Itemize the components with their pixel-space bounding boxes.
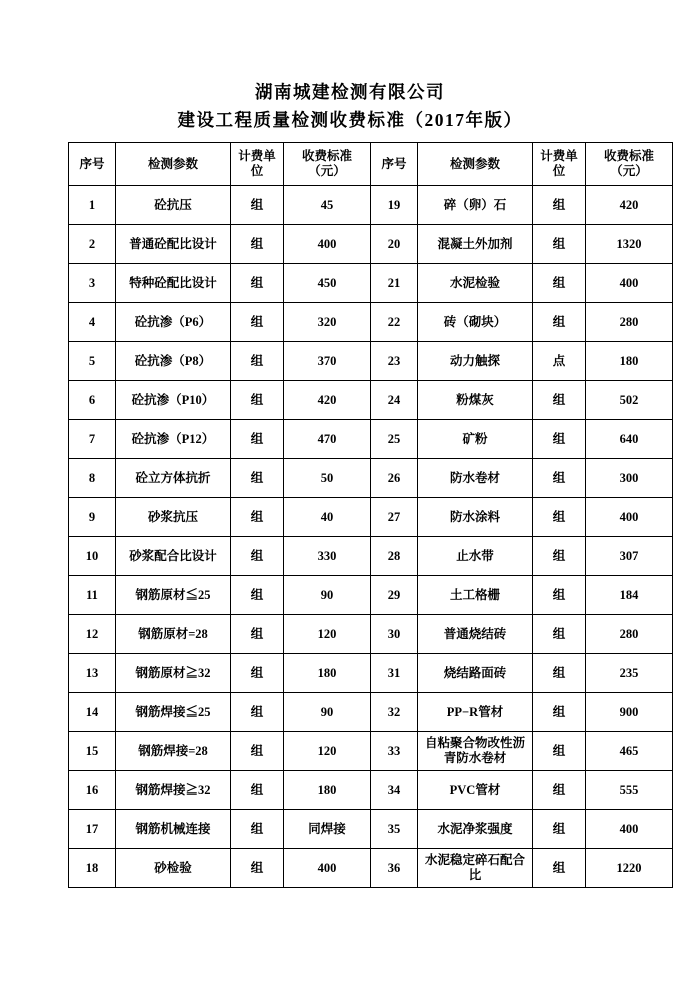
- cell-unit-left: 组: [231, 771, 284, 810]
- table-row: [69, 303, 673, 342]
- cell-no-left: 18: [69, 849, 116, 888]
- cell-fee-right: 180: [586, 342, 673, 381]
- header-unit-right: [533, 143, 586, 186]
- cell-unit-left: 组: [231, 342, 284, 381]
- cell-fee-left: 320: [284, 303, 371, 342]
- cell-param-right: 混凝土外加剂: [418, 225, 533, 264]
- cell-unit-right: 组: [533, 381, 586, 420]
- cell-unit-right: 点: [533, 342, 586, 381]
- cell-unit-left: 组: [231, 264, 284, 303]
- cell-param-right: 碎（卵）石: [418, 186, 533, 225]
- cell-unit-right: 组: [533, 186, 586, 225]
- cell-fee-left: 330: [284, 537, 371, 576]
- header-fee-left: [284, 143, 371, 186]
- cell-fee-left: 45: [284, 186, 371, 225]
- table-row: [69, 225, 673, 264]
- cell-unit-right: 组: [533, 303, 586, 342]
- cell-fee-left: 120: [284, 732, 371, 771]
- cell-param-left: 砼抗渗（P8）: [116, 342, 231, 381]
- cell-no-right: 30: [371, 615, 418, 654]
- cell-no-right: 27: [371, 498, 418, 537]
- cell-param-left: 砼抗渗（P10）: [116, 381, 231, 420]
- table-header-row: [69, 143, 673, 186]
- table-row: [69, 381, 673, 420]
- cell-no-right: 33: [371, 732, 418, 771]
- header-unit-left: [231, 143, 284, 186]
- table-row: [69, 498, 673, 537]
- cell-param-right: PVC管材: [418, 771, 533, 810]
- cell-no-right: 32: [371, 693, 418, 732]
- cell-unit-right: 组: [533, 732, 586, 771]
- cell-fee-right: 400: [586, 498, 673, 537]
- cell-fee-left: 90: [284, 576, 371, 615]
- table-row: [69, 264, 673, 303]
- cell-unit-left: 组: [231, 420, 284, 459]
- cell-fee-left: 50: [284, 459, 371, 498]
- cell-param-left: 砂浆配合比设计: [116, 537, 231, 576]
- cell-unit-left: 组: [231, 654, 284, 693]
- cell-no-left: 14: [69, 693, 116, 732]
- cell-fee-left: 370: [284, 342, 371, 381]
- cell-param-left: 钢筋焊接=28: [116, 732, 231, 771]
- cell-unit-left: 组: [231, 693, 284, 732]
- standard-title: 建设工程质量检测收费标准（2017年版）: [177, 110, 523, 130]
- table-row: [69, 615, 673, 654]
- cell-param-left: 钢筋机械连接: [116, 810, 231, 849]
- cell-unit-left: 组: [231, 381, 284, 420]
- header-no-right: 序号: [371, 143, 418, 186]
- cell-param-left: 特种砼配比设计: [116, 264, 231, 303]
- cell-no-left: 13: [69, 654, 116, 693]
- cell-param-right: [418, 849, 533, 888]
- cell-unit-right: 组: [533, 810, 586, 849]
- cell-fee-left: 180: [284, 654, 371, 693]
- cell-no-left: 12: [69, 615, 116, 654]
- table-body: [69, 186, 673, 888]
- cell-param-left: 钢筋焊接≧32: [116, 771, 231, 810]
- fee-table-wrapper: [68, 142, 654, 888]
- cell-param-right-line: 比: [468, 868, 482, 882]
- cell-unit-right: 组: [533, 225, 586, 264]
- header-fee-right-line1: 收费标准: [603, 149, 654, 163]
- cell-fee-right: 502: [586, 381, 673, 420]
- cell-param-right-line: 自粘聚合物改性沥: [424, 736, 525, 750]
- cell-unit-left: 组: [231, 810, 284, 849]
- cell-no-right: 25: [371, 420, 418, 459]
- cell-fee-right: 280: [586, 303, 673, 342]
- cell-no-right: 23: [371, 342, 418, 381]
- table-row: [69, 771, 673, 810]
- cell-no-left: 1: [69, 186, 116, 225]
- cell-param-right: 止水带: [418, 537, 533, 576]
- cell-unit-right: 组: [533, 420, 586, 459]
- cell-no-right: 22: [371, 303, 418, 342]
- header-unit-left-line2: 位: [250, 164, 264, 178]
- cell-param-right: 普通烧结砖: [418, 615, 533, 654]
- cell-no-right: 20: [371, 225, 418, 264]
- cell-no-right: 29: [371, 576, 418, 615]
- cell-no-right: 28: [371, 537, 418, 576]
- cell-unit-right: 组: [533, 264, 586, 303]
- cell-no-right: 31: [371, 654, 418, 693]
- header-param-right: 检测参数: [418, 143, 533, 186]
- cell-fee-left: 180: [284, 771, 371, 810]
- fee-standard-table: [68, 142, 673, 888]
- cell-fee-left: 120: [284, 615, 371, 654]
- cell-param-left: 砼抗渗（P6）: [116, 303, 231, 342]
- cell-unit-left: 组: [231, 303, 284, 342]
- cell-no-left: 5: [69, 342, 116, 381]
- table-row: [69, 420, 673, 459]
- cell-no-left: 8: [69, 459, 116, 498]
- cell-unit-right: 组: [533, 693, 586, 732]
- cell-fee-right: 555: [586, 771, 673, 810]
- cell-no-left: 7: [69, 420, 116, 459]
- cell-fee-left: 420: [284, 381, 371, 420]
- cell-no-left: 11: [69, 576, 116, 615]
- cell-fee-right: 1220: [586, 849, 673, 888]
- cell-param-right: 水泥净浆强度: [418, 810, 533, 849]
- cell-fee-right: 300: [586, 459, 673, 498]
- cell-no-left: 10: [69, 537, 116, 576]
- cell-unit-left: 组: [231, 186, 284, 225]
- cell-param-right-line: 水泥稳定碎石配合: [424, 853, 525, 867]
- cell-unit-right: 组: [533, 654, 586, 693]
- cell-fee-right: 280: [586, 615, 673, 654]
- cell-unit-left: 组: [231, 615, 284, 654]
- cell-param-right: 矿粉: [418, 420, 533, 459]
- cell-unit-right: 组: [533, 615, 586, 654]
- cell-unit-left: 组: [231, 225, 284, 264]
- cell-fee-left: 90: [284, 693, 371, 732]
- cell-param-left: 钢筋原材≧32: [116, 654, 231, 693]
- table-header: [69, 143, 673, 186]
- cell-unit-right: 组: [533, 576, 586, 615]
- table-row: [69, 537, 673, 576]
- cell-unit-right: 组: [533, 771, 586, 810]
- cell-no-left: 4: [69, 303, 116, 342]
- cell-param-right: 粉煤灰: [418, 381, 533, 420]
- cell-no-left: 9: [69, 498, 116, 537]
- document-title-block: [0, 0, 700, 134]
- cell-param-right: 水泥检验: [418, 264, 533, 303]
- cell-no-right: 24: [371, 381, 418, 420]
- header-fee-right-line2: （元）: [610, 164, 648, 178]
- header-no-left: 序号: [69, 143, 116, 186]
- cell-param-right: PP−R管材: [418, 693, 533, 732]
- cell-param-right: [418, 732, 533, 771]
- cell-param-right-line: 青防水卷材: [443, 751, 507, 765]
- cell-no-left: 17: [69, 810, 116, 849]
- cell-unit-left: 组: [231, 537, 284, 576]
- cell-unit-right: 组: [533, 459, 586, 498]
- company-title: 湖南城建检测有限公司: [255, 82, 445, 102]
- table-row: [69, 732, 673, 771]
- cell-no-left: 16: [69, 771, 116, 810]
- cell-fee-right: 420: [586, 186, 673, 225]
- cell-param-right: 动力触探: [418, 342, 533, 381]
- cell-fee-right: 184: [586, 576, 673, 615]
- cell-fee-left: 400: [284, 225, 371, 264]
- header-unit-right-line2: 位: [552, 164, 566, 178]
- cell-no-right: 19: [371, 186, 418, 225]
- table-row: [69, 186, 673, 225]
- cell-param-right: 防水卷材: [418, 459, 533, 498]
- cell-unit-left: 组: [231, 498, 284, 537]
- cell-fee-right: 400: [586, 264, 673, 303]
- cell-no-right: 36: [371, 849, 418, 888]
- cell-param-right: 烧结路面砖: [418, 654, 533, 693]
- header-unit-right-line1: 计费单: [540, 149, 578, 163]
- cell-fee-right: 1320: [586, 225, 673, 264]
- header-fee-left-line1: 收费标准: [301, 149, 352, 163]
- cell-param-left: 普通砼配比设计: [116, 225, 231, 264]
- cell-fee-left: 450: [284, 264, 371, 303]
- cell-unit-left: 组: [231, 576, 284, 615]
- header-fee-right: [586, 143, 673, 186]
- cell-unit-right: 组: [533, 537, 586, 576]
- header-param-left: 检测参数: [116, 143, 231, 186]
- cell-fee-right: 465: [586, 732, 673, 771]
- table-row: [69, 342, 673, 381]
- cell-unit-left: 组: [231, 459, 284, 498]
- cell-no-right: 34: [371, 771, 418, 810]
- header-fee-left-line2: （元）: [308, 164, 346, 178]
- table-row: [69, 459, 673, 498]
- cell-fee-left: 同焊接: [284, 810, 371, 849]
- header-unit-left-line1: 计费单: [238, 149, 276, 163]
- cell-param-left: 钢筋原材=28: [116, 615, 231, 654]
- table-row: [69, 576, 673, 615]
- cell-no-left: 15: [69, 732, 116, 771]
- cell-no-right: 35: [371, 810, 418, 849]
- table-row: [69, 849, 673, 888]
- table-row: [69, 810, 673, 849]
- cell-no-right: 26: [371, 459, 418, 498]
- cell-param-right: 防水涂料: [418, 498, 533, 537]
- cell-fee-right: 640: [586, 420, 673, 459]
- cell-fee-left: 400: [284, 849, 371, 888]
- cell-fee-right: 900: [586, 693, 673, 732]
- cell-param-left: 钢筋焊接≦25: [116, 693, 231, 732]
- cell-unit-right: 组: [533, 498, 586, 537]
- cell-param-right: 土工格栅: [418, 576, 533, 615]
- cell-param-left: 砼立方体抗折: [116, 459, 231, 498]
- cell-fee-right: 400: [586, 810, 673, 849]
- cell-no-left: 2: [69, 225, 116, 264]
- cell-param-left: 钢筋原材≦25: [116, 576, 231, 615]
- cell-param-left: 砂浆抗压: [116, 498, 231, 537]
- cell-unit-left: 组: [231, 732, 284, 771]
- cell-no-left: 6: [69, 381, 116, 420]
- cell-fee-left: 40: [284, 498, 371, 537]
- cell-no-left: 3: [69, 264, 116, 303]
- cell-no-right: 21: [371, 264, 418, 303]
- cell-param-left: 砼抗压: [116, 186, 231, 225]
- cell-unit-right: 组: [533, 849, 586, 888]
- cell-fee-right: 235: [586, 654, 673, 693]
- table-row: [69, 654, 673, 693]
- cell-fee-left: 470: [284, 420, 371, 459]
- cell-param-left: 砼抗渗（P12）: [116, 420, 231, 459]
- cell-param-left: 砂检验: [116, 849, 231, 888]
- cell-param-right: 砖（砌块）: [418, 303, 533, 342]
- cell-unit-left: 组: [231, 849, 284, 888]
- cell-fee-right: 307: [586, 537, 673, 576]
- table-row: [69, 693, 673, 732]
